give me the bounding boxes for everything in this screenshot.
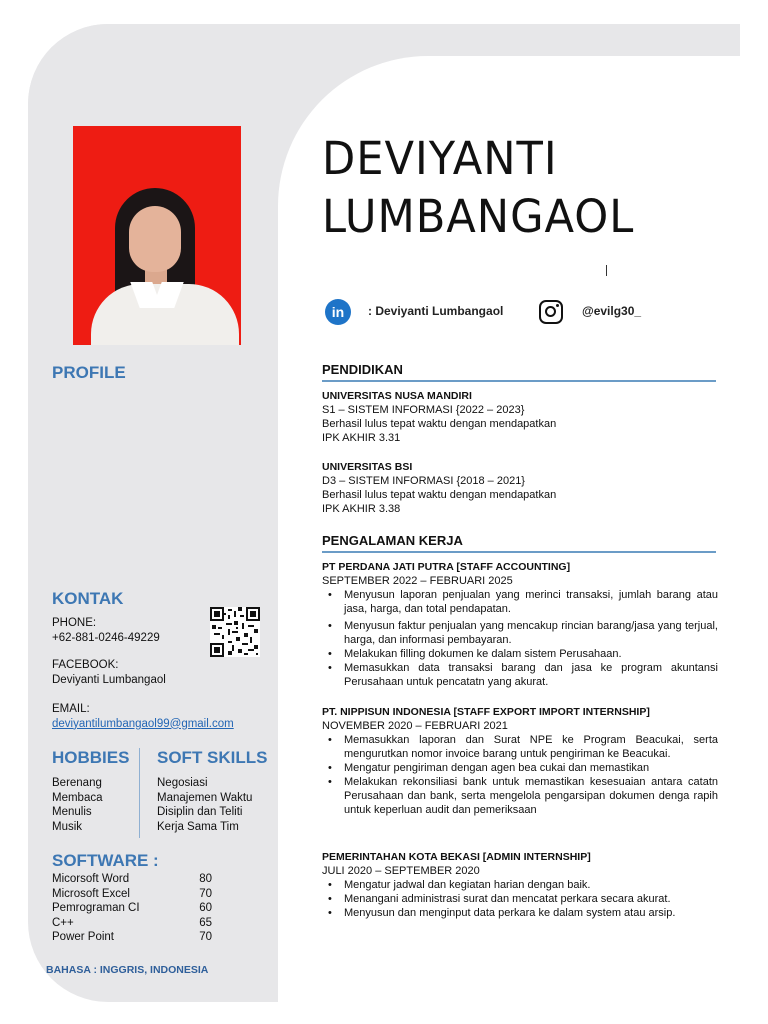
job-period: JULI 2020 – SEPTEMBER 2020 <box>322 865 480 877</box>
ipk: IPK AKHIR 3.31 <box>322 432 401 444</box>
job-company: PT PERDANA JATI PUTRA [STAFF ACCOUNTING] <box>322 561 571 573</box>
software-list <box>52 872 212 945</box>
email-label: EMAIL: <box>52 703 90 715</box>
list-item: Disiplin dan Teliti <box>157 806 243 818</box>
profile-photo <box>73 126 241 345</box>
education-item <box>322 460 718 516</box>
full-name <box>322 130 634 246</box>
first-name: DEVIYANTI <box>322 132 558 185</box>
job-bullet: • Mengatur pengiriman dengan agen bea cukai dan memastikan <box>322 761 718 775</box>
softskills-list <box>157 776 252 834</box>
job-bullet: • Melakukan rekonsiliasi bank untuk memastikan kesesuaian antara catatn Perusahaan dan bank, serta mengelola pengarsipan dokumen denga rapih untuk keperluan audit dan pemeriksaan <box>322 775 718 817</box>
software-row: Microsoft Excel 70 <box>52 887 212 900</box>
education-item <box>322 389 718 445</box>
software-row: C++ 65 <box>52 916 212 929</box>
software-row: Micorsoft Word 80 <box>52 873 212 885</box>
kontak-heading: KONTAK <box>52 589 124 608</box>
hobbies-heading: HOBBIES <box>52 748 130 767</box>
phone-value: +62-881-0246-49229 <box>52 631 160 644</box>
list-item: Membaca <box>52 791 103 804</box>
job-item <box>322 705 718 817</box>
last-name: LUMBANGAOL <box>322 190 635 243</box>
qr-code <box>210 607 260 657</box>
section-divider <box>322 551 716 553</box>
list-item: Kerja Sama Tim <box>157 820 239 833</box>
pengalaman-heading: PENGALAMAN KERJA <box>322 533 463 548</box>
phone-label: PHONE: <box>52 617 97 629</box>
job-item <box>322 560 718 689</box>
facebook-value: Deviyanti Lumbangaol <box>52 673 166 686</box>
school-name: UNIVERSITAS NUSA MANDIRI <box>322 390 472 402</box>
instagram-handle[interactable]: @evilg30_ <box>582 304 642 318</box>
education-desc: Berhasil lulus tepat waktu dengan mendapatkan <box>322 418 557 430</box>
facebook-block <box>52 658 166 687</box>
ipk: IPK AKHIR 3.38 <box>322 503 401 515</box>
job-bullet: • Menyusun faktur penjualan yang mencakup rincian barang/jasa yang terjual, harga, dan informasi pembayaran. <box>322 619 718 647</box>
software-row: Pemrograman CI 60 <box>52 902 212 914</box>
instagram-icon[interactable] <box>539 300 563 324</box>
facebook-label: FACEBOOK: <box>52 659 119 671</box>
pendidikan-heading: PENDIDIKAN <box>322 362 403 377</box>
email-link[interactable]: deviyantilumbangaol99@gmail.com <box>52 717 234 730</box>
softskills-heading: SOFT SKILLS <box>157 748 268 767</box>
job-bullet: • Menangani administrasi surat dan mencatat perkara secara akurat. <box>322 892 718 906</box>
list-item: Negosiasi <box>157 777 208 789</box>
hobbies-list <box>52 776 103 834</box>
list-item: Musik <box>52 820 83 833</box>
job-company: PEMERINTAHAN KOTA BEKASI [ADMIN INTERNSHIP] <box>322 851 591 863</box>
school-name: UNIVERSITAS BSI <box>322 461 413 473</box>
job-bullet: • Memasukkan data transaksi barang dan jasa ke program akuntansi Perusahaan untuk pencatatn yang akurat. <box>322 661 718 689</box>
text-cursor <box>606 265 607 276</box>
column-divider <box>139 748 140 838</box>
job-period: SEPTEMBER 2022 – FEBRUARI 2025 <box>322 575 513 587</box>
job-bullet: • Menyusun laporan penjualan yang merinci transaksi, jumlah barang atau jasa, harga, dan total pendapatan. <box>322 588 718 616</box>
job-company: PT. NIPPISUN INDONESIA [STAFF EXPORT IMPORT INTERNSHIP] <box>322 706 650 718</box>
software-heading: SOFTWARE : <box>52 851 159 870</box>
job-bullet: • Melakukan filling dokumen ke dalam sistem Perusahaan. <box>322 647 718 661</box>
software-row: Power Point 70 <box>52 931 212 943</box>
job-bullet: • Mengatur jadwal dan kegiatan harian dengan baik. <box>322 878 718 892</box>
phone-block <box>52 616 160 645</box>
linkedin-icon[interactable]: in <box>325 299 351 325</box>
profile-heading: PROFILE <box>52 363 126 382</box>
linkedin-handle[interactable]: : Deviyanti Lumbangaol <box>368 304 504 318</box>
list-item: Manajemen Waktu <box>157 791 253 804</box>
degree: D3 – SISTEM INFORMASI {2018 – 2021} <box>322 475 525 487</box>
job-period: NOVEMBER 2020 – FEBRUARI 2021 <box>322 720 508 732</box>
job-item <box>322 850 718 920</box>
job-bullet: • Memasukkan laporan dan Surat NPE ke Program Beacukai, serta mengurutkan nomor invoice barang untuk pengiriman ke Beacukai. <box>322 733 718 761</box>
education-desc: Berhasil lulus tepat waktu dengan mendapatkan <box>322 489 557 501</box>
job-bullet: • Menyusun dan menginput data perkara ke dalam system atau arsip. <box>322 906 718 920</box>
list-item: Berenang <box>52 777 102 789</box>
degree: S1 – SISTEM INFORMASI {2022 – 2023} <box>322 404 525 416</box>
email-block <box>52 702 234 731</box>
bahasa-line: BAHASA : INGGRIS, INDONESIA <box>46 964 209 976</box>
section-divider <box>322 380 716 382</box>
list-item: Menulis <box>52 806 92 818</box>
